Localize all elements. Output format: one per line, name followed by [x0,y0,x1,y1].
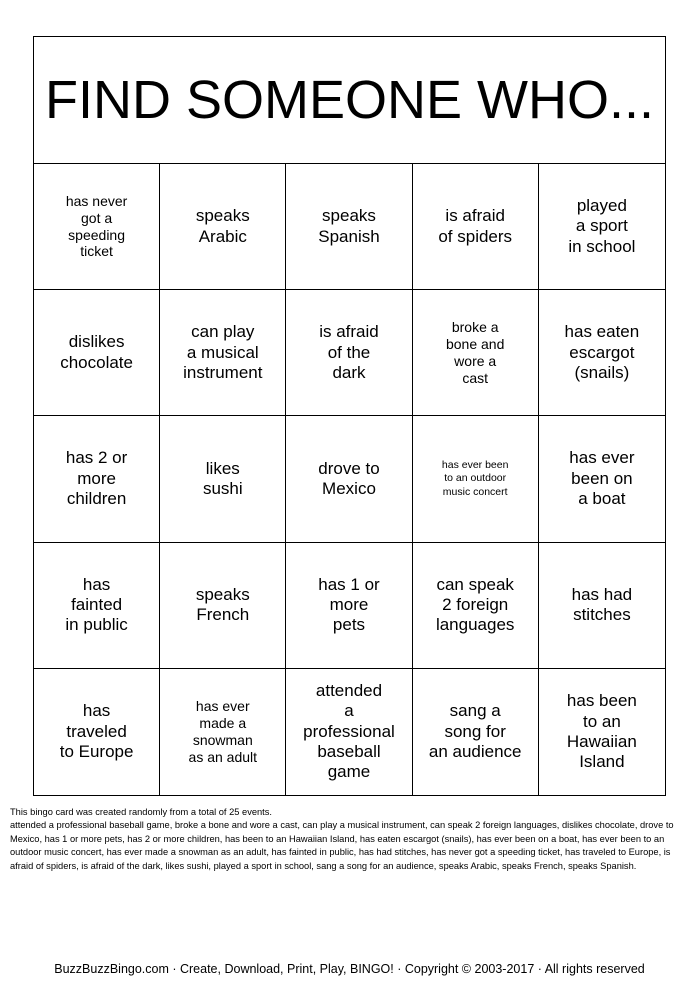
bingo-cell: broke a bone and wore a cast [413,290,539,416]
bingo-cell: has ever made a snowman as an adult [160,669,286,795]
bingo-grid [34,164,665,795]
info-summary: This bingo card was created randomly from a total of 25 events. [10,807,272,817]
bingo-cell: has fainted in public [34,543,160,669]
bingo-cell: speaks Spanish [286,164,412,290]
bingo-card [33,36,666,796]
bingo-cell: has eaten escargot (snails) [539,290,665,416]
bingo-cell: has traveled to Europe [34,669,160,795]
bingo-cell: speaks Arabic [160,164,286,290]
bingo-cell: attended a professional baseball game [286,669,412,795]
bingo-cell: has 1 or more pets [286,543,412,669]
bingo-cell: sang a song for an audience [413,669,539,795]
bingo-cell: has ever been on a boat [539,416,665,542]
bingo-cell: likes sushi [160,416,286,542]
bingo-cell: drove to Mexico [286,416,412,542]
bingo-cell: can speak 2 foreign languages [413,543,539,669]
card-header [34,37,665,164]
bingo-cell: has been to an Hawaiian Island [566,691,637,772]
bingo-cell: dislikes chocolate [34,290,160,416]
bingo-cell: can play a musical instrument [160,290,286,416]
card-info [10,806,690,873]
card-title: FIND SOMEONE WHO... [44,70,654,130]
bingo-cell: speaks French [160,543,286,669]
page-footer: BuzzBuzzBingo.com · Create, Download, Print, Play, BINGO! · Copyright © 2003-2017 · All rights reserved [54,962,645,976]
bingo-cell: is afraid of the dark [286,290,412,416]
bingo-cell: has had stitches [539,543,665,669]
bingo-cell: played a sport in school [539,164,665,290]
bingo-cell: has 2 or more children [34,416,160,542]
bingo-cell: is afraid of spiders [413,164,539,290]
info-event-list: attended a professional baseball game, broke a bone and wore a cast, can play a musical instrument, can speak 2 foreign languages, dislikes chocolate, drove to Mexico, has 1 or more pets, has 2 or more children, has been to an Hawaiian Island, has eaten escargot (snails), has ever been on a boat, has ever been to an outdoor music concert, has ever made a snowman as an adult, has fainted in public, has had stitches, has never got a speeding ticket, has traveled to Europe, is afraid of spiders, is afraid of the dark, likes sushi, played a sport in school, sang a song for an audience, speaks Arabic, speaks French, speaks Spanish. [10,820,674,871]
bingo-cell: has never got a speeding ticket [34,164,160,290]
bingo-cell: has ever been to an outdoor music concert [413,416,539,542]
